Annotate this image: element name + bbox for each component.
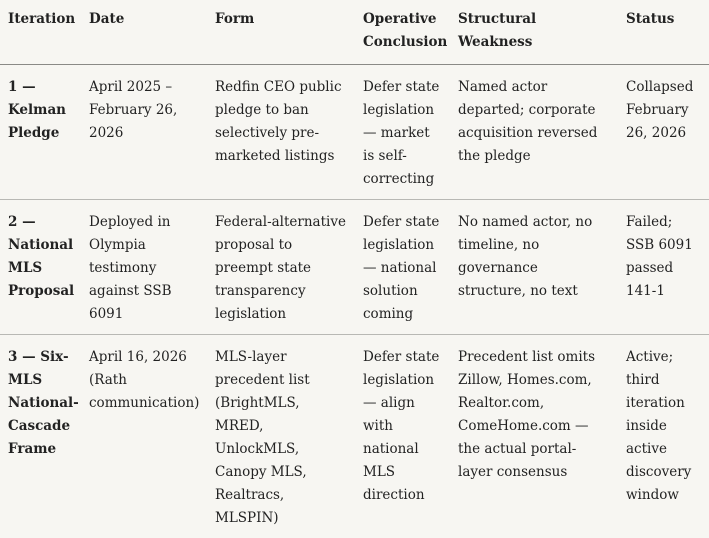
cell-iteration: 2 — National MLS Proposal bbox=[0, 200, 81, 335]
table-body bbox=[0, 65, 709, 538]
header-form: Form bbox=[207, 0, 355, 65]
cell-iteration: 1 — Kelman Pledge bbox=[0, 65, 81, 200]
cell-weakness: Named actor departed; corporate acquisition reversed the pledge bbox=[450, 65, 618, 200]
cell-status: Active; third iteration inside active discovery window bbox=[618, 335, 709, 538]
header-date: Date bbox=[81, 0, 207, 65]
header-status: Status bbox=[618, 0, 709, 65]
cell-conclusion: Defer state legislation — align with national MLS direction bbox=[355, 335, 450, 538]
cell-status: Collapsed February 26, 2026 bbox=[618, 65, 709, 200]
cell-form: MLS-layer precedent list (BrightMLS, MRED, UnlockMLS, Canopy MLS, Realtracs, MLSPIN) bbox=[207, 335, 355, 538]
table-header bbox=[0, 0, 709, 65]
cell-conclusion: Defer state legislation — market is self-correcting bbox=[355, 65, 450, 200]
cell-weakness: No named actor, no timeline, no governance structure, no text bbox=[450, 200, 618, 335]
cell-status: Failed; SSB 6091 passed 141-1 bbox=[618, 200, 709, 335]
cell-weakness: Precedent list omits Zillow, Homes.com, Realtor.com, ComeHome.com — the actual portal-layer consensus bbox=[450, 335, 618, 538]
cell-date: April 16, 2026 (Rath communication) bbox=[81, 335, 207, 538]
cell-iteration: 3 — Six-MLS National-Cascade Frame bbox=[0, 335, 81, 538]
header-iteration: Iteration bbox=[0, 0, 81, 65]
cell-form: Federal-alternative proposal to preempt state transparency legislation bbox=[207, 200, 355, 335]
table-row bbox=[0, 335, 709, 538]
table-row bbox=[0, 65, 709, 200]
table-row bbox=[0, 200, 709, 335]
header-structural-weakness: Structural Weakness bbox=[450, 0, 618, 65]
header-operative-conclusion: Operative Conclusion bbox=[355, 0, 450, 65]
header-row bbox=[0, 0, 709, 65]
cell-date: Deployed in Olympia testimony against SSB 6091 bbox=[81, 200, 207, 335]
cell-form: Redfin CEO public pledge to ban selectively pre-marketed listings bbox=[207, 65, 355, 200]
cell-date: April 2025 – February 26, 2026 bbox=[81, 65, 207, 200]
cell-conclusion: Defer state legislation — national solution coming bbox=[355, 200, 450, 335]
